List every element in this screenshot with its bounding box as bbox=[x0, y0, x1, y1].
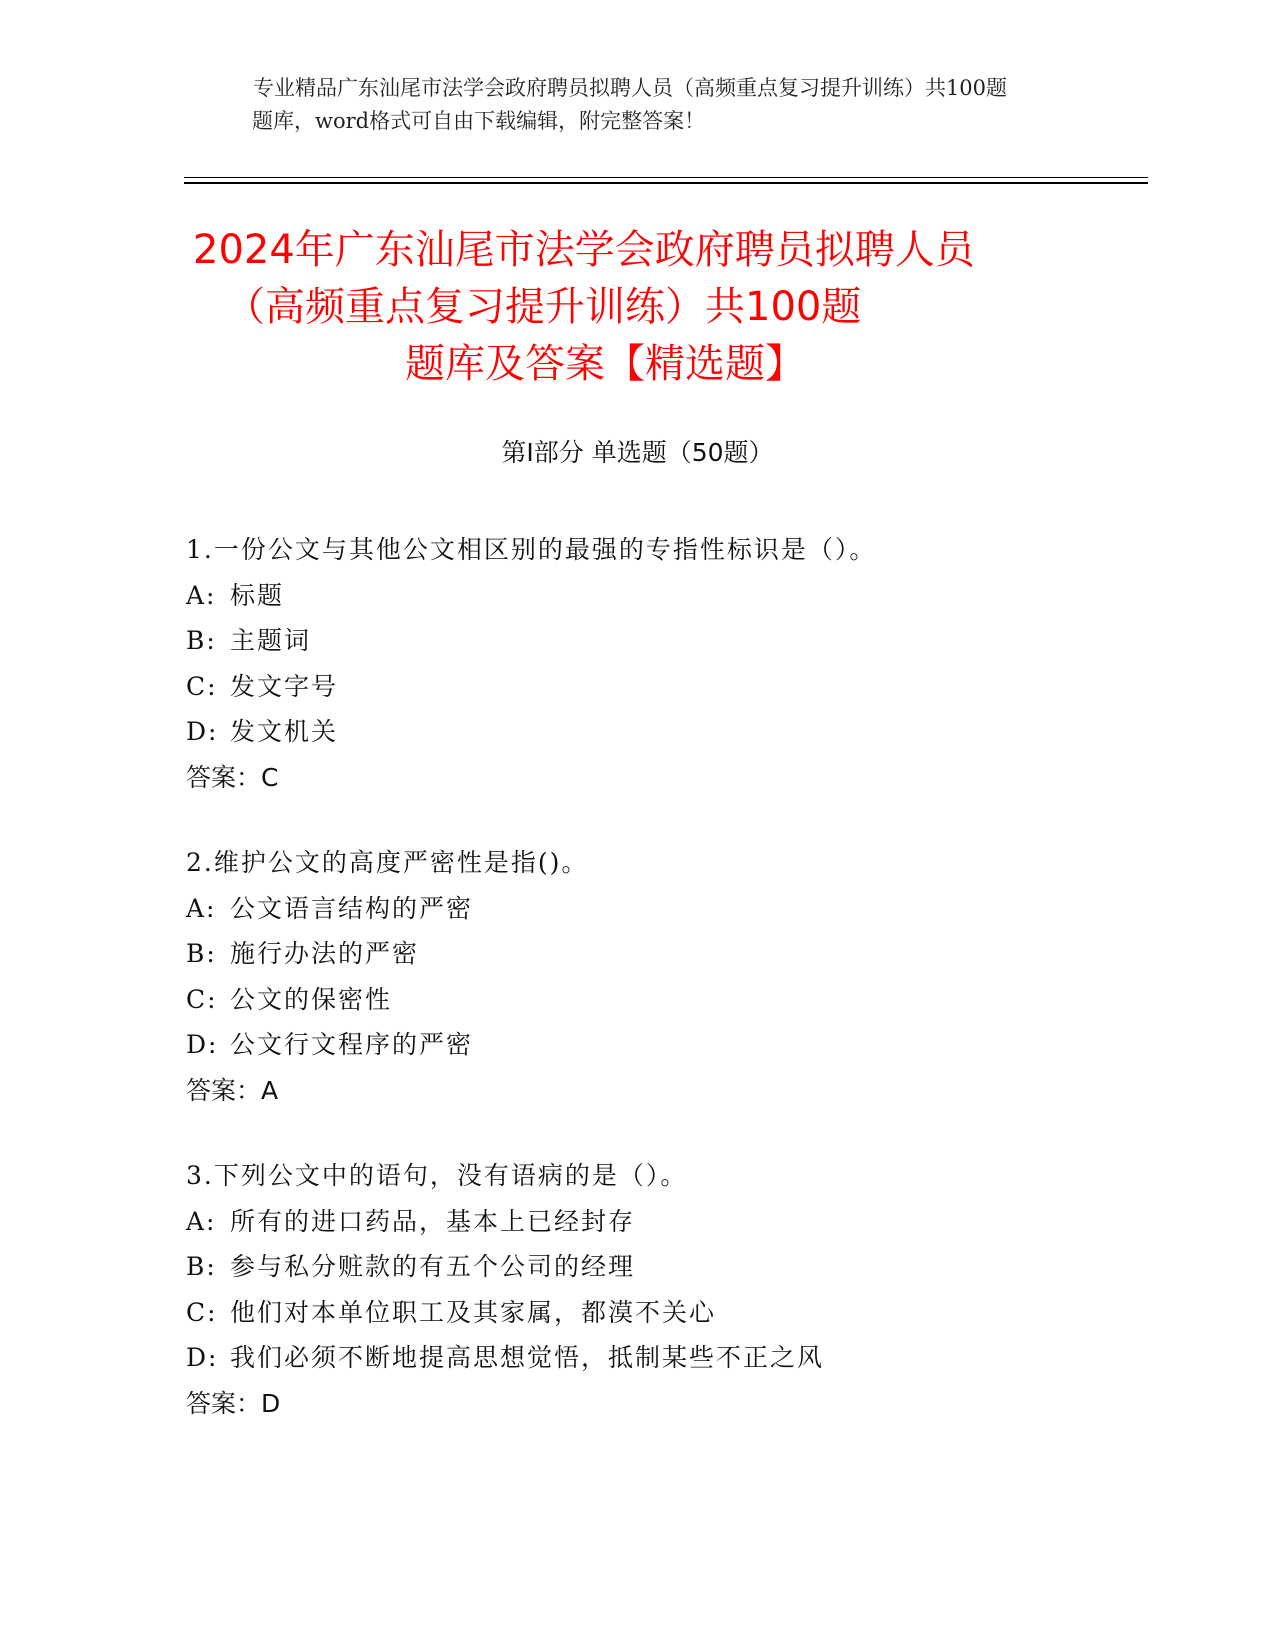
option-letter: A: bbox=[186, 580, 217, 610]
question-text: 2.维护公文的高度严密性是指()。 bbox=[186, 848, 589, 877]
option-b bbox=[186, 618, 1186, 664]
option-c bbox=[186, 977, 1186, 1023]
option-c bbox=[186, 664, 1186, 710]
option-letter: C: bbox=[186, 984, 218, 1014]
option-text: 主题词 bbox=[230, 626, 312, 655]
option-a bbox=[186, 1199, 1186, 1245]
document-header-note bbox=[150, 72, 1110, 138]
question-3 bbox=[186, 1153, 1186, 1426]
option-text: 公文行文程序的严密 bbox=[230, 1030, 474, 1059]
option-letter: C: bbox=[186, 671, 218, 701]
option-letter: B: bbox=[186, 626, 217, 655]
answer-label: 答案： bbox=[186, 1388, 262, 1418]
question-text: 3.下列公文中的语句，没有语病的是（）。 bbox=[186, 1161, 688, 1190]
option-text: 标题 bbox=[230, 580, 285, 610]
option-d bbox=[186, 1335, 1186, 1381]
question-2 bbox=[186, 840, 1186, 1113]
option-text: 发文机关 bbox=[230, 717, 339, 746]
question-list bbox=[186, 527, 1186, 1466]
answer-label: 答案： bbox=[186, 762, 262, 792]
question-text: 1.一份公文与其他公文相区别的最强的专指性标识是（）。 bbox=[186, 535, 877, 564]
header-note-line-2: 题库，word格式可自由下载编辑，附完整答案！ bbox=[252, 109, 706, 133]
answer-line bbox=[186, 1068, 1186, 1114]
option-d bbox=[186, 709, 1186, 755]
option-c bbox=[186, 1290, 1186, 1336]
answer-value: C bbox=[261, 762, 279, 792]
option-letter: D: bbox=[186, 1030, 219, 1059]
option-text: 发文字号 bbox=[230, 671, 339, 701]
option-text: 公文语言结构的严密 bbox=[230, 893, 474, 923]
question-1 bbox=[186, 527, 1186, 800]
option-a bbox=[186, 886, 1186, 932]
answer-value: A bbox=[261, 1075, 279, 1105]
header-divider-thick bbox=[184, 182, 1148, 184]
option-letter: B: bbox=[186, 1252, 217, 1281]
option-text: 公文的保密性 bbox=[230, 984, 393, 1014]
header-note-line-1: 专业精品广东汕尾市法学会政府聘员拟聘人员（高频重点复习提升训练）共100题 bbox=[252, 76, 1008, 100]
answer-label: 答案： bbox=[186, 1075, 262, 1105]
title-line-2: （高频重点复习提升训练）共100题 bbox=[225, 284, 862, 330]
option-text: 他们对本单位职工及其家属，都漠不关心 bbox=[230, 1297, 717, 1327]
option-letter: D: bbox=[186, 717, 219, 746]
document-title bbox=[0, 222, 1275, 393]
title-line-3: 题库及答案【精选题】 bbox=[405, 341, 805, 387]
option-letter: A: bbox=[186, 893, 217, 923]
section-heading: 第Ⅰ部分 单选题（50题） bbox=[501, 438, 774, 467]
option-a bbox=[186, 573, 1186, 619]
option-text: 所有的进口药品，基本上已经封存 bbox=[230, 1206, 636, 1236]
option-text: 参与私分赃款的有五个公司的经理 bbox=[230, 1252, 636, 1281]
answer-line bbox=[186, 1381, 1186, 1427]
title-line-1: 2024年广东汕尾市法学会政府聘员拟聘人员 bbox=[193, 227, 975, 273]
option-b bbox=[186, 931, 1186, 977]
option-d bbox=[186, 1022, 1186, 1068]
answer-line bbox=[186, 755, 1186, 801]
option-letter: C: bbox=[186, 1297, 218, 1327]
header-divider-thin bbox=[184, 177, 1148, 178]
option-b bbox=[186, 1244, 1186, 1290]
option-text: 我们必须不断地提高思想觉悟，抵制某些不正之风 bbox=[230, 1343, 825, 1372]
option-letter: A: bbox=[186, 1206, 217, 1236]
option-letter: B: bbox=[186, 939, 217, 968]
option-letter: D: bbox=[186, 1343, 219, 1372]
option-text: 施行办法的严密 bbox=[230, 939, 420, 968]
answer-value: D bbox=[261, 1388, 281, 1418]
